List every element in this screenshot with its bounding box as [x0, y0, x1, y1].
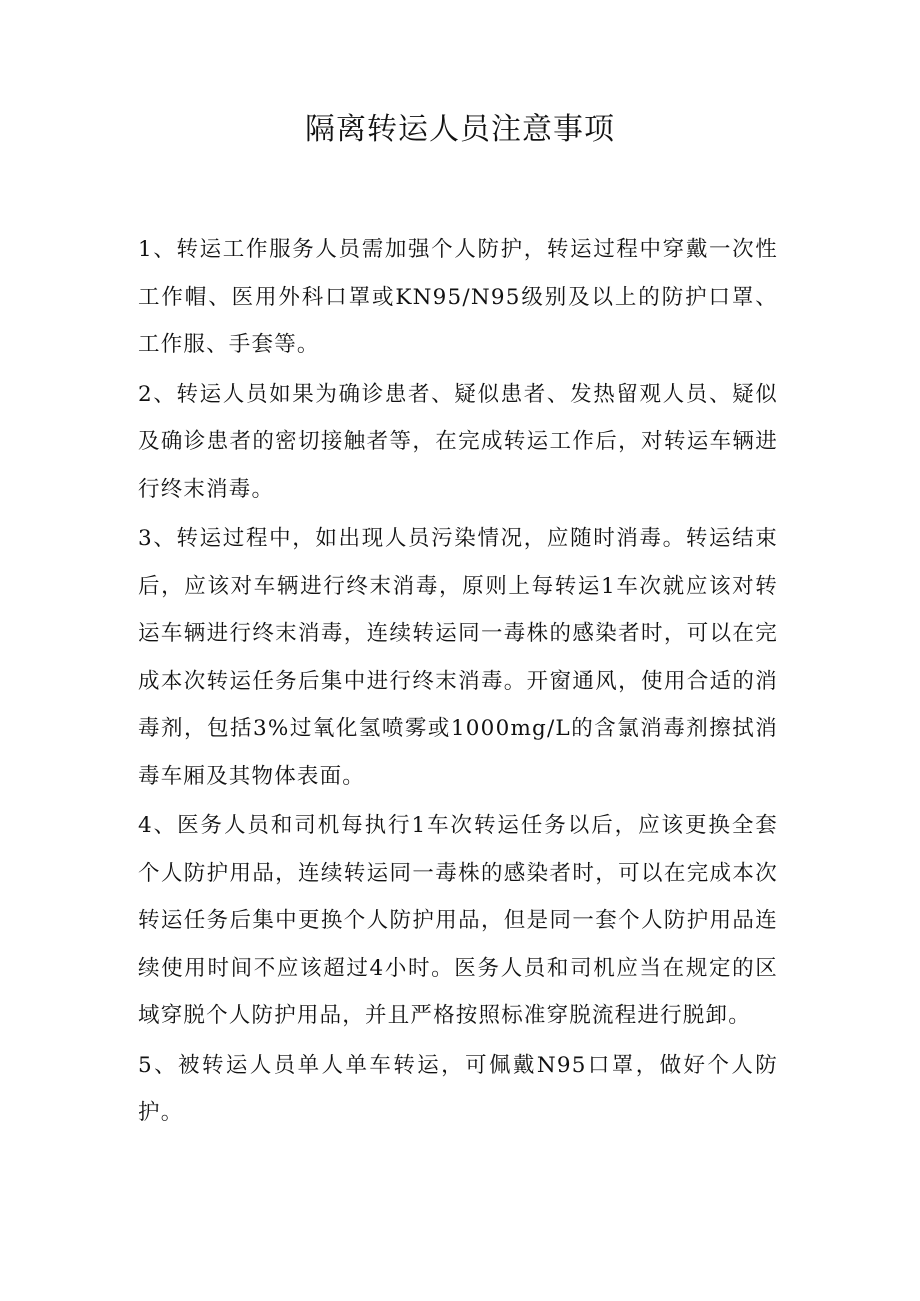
page-title: 隔离转运人员注意事项 [305, 112, 615, 147]
paragraph-4: 4、医务人员和司机每执行1车次转运任务以后，应该更换全套个人防护用品，连续转运同一毒株的感染者时，可以在完成本次转运任务后集中更换个人防护用品，但是同一套个人防护用品连续使用时间不应该超过4小时。医务人员和司机应当在规定的区域穿脱个人防护用品，并且严格按照标准穿脱流程进行脱卸。 [138, 813, 778, 1028]
paragraph-2: 2、转运人员如果为确诊患者、疑似患者、发热留观人员、疑似及确诊患者的密切接触者等，在完成转运工作后，对转运车辆进行终末消毒。 [138, 381, 778, 502]
paragraph-1: 1、转运工作服务人员需加强个人防护，转运过程中穿戴一次性工作帽、医用外科口罩或KN95/N95级别及以上的防护口罩、工作服、手套等。 [138, 237, 778, 357]
document-body [138, 226, 778, 1139]
paragraph-3: 3、转运过程中，如出现人员污染情况，应随时消毒。转运结束后，应该对车辆进行终末消毒，原则上每转运1车次就应该对转运车辆进行终末消毒，连续转运同一毒株的感染者时，可以在完成本次转运任务后集中进行终末消毒。开窗通风，使用合适的消毒剂，包括3%过氧化氢喷雾或1000mg/L的含氯消毒剂擦拭消毒车厢及其物体表面。 [138, 526, 778, 789]
paragraph-5: 5、被转运人员单人单车转运，可佩戴N95口罩，做好个人防护。 [138, 1052, 778, 1125]
